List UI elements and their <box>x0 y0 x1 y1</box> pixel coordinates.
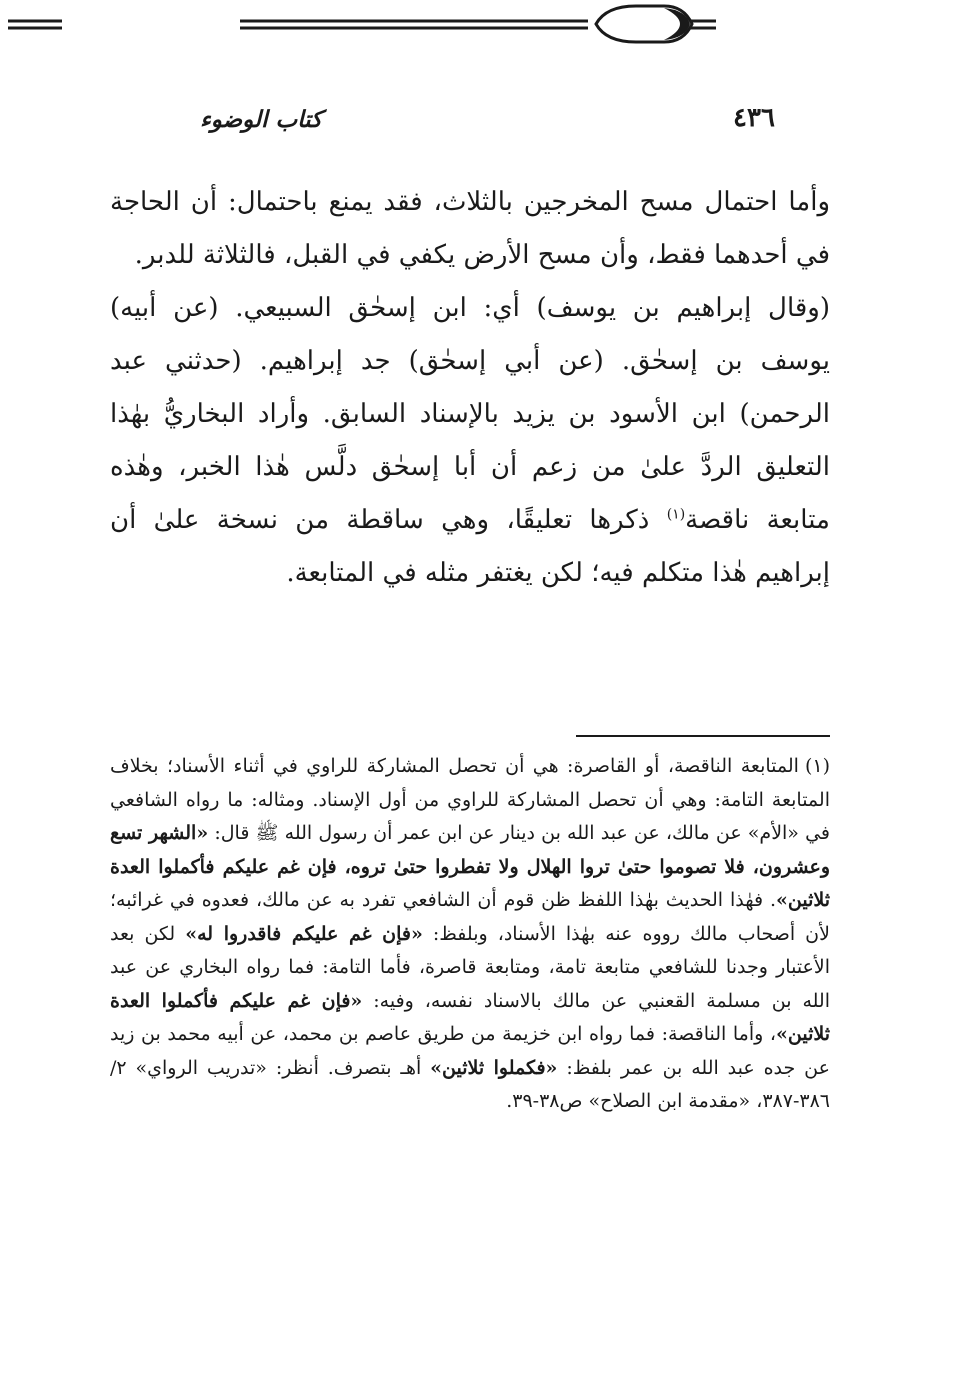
paragraph-2 <box>110 282 830 600</box>
footnote-number: (١) <box>804 755 830 777</box>
paragraph-1: وأما احتمال مسح المخرجين بالثلاث، فقد يمنع باحتمال: أن الحاجة في أحدهما فقط، وأن مسح الأرض يكفي في القبل، فالثلاثة للدبر. <box>110 187 830 270</box>
paragraph-2-text: (وقال إبراهيم بن يوسف) أي: ابن إسحٰق السبيعي. (عن أبيه) يوسف بن إسحٰق. (عن أبي إسحٰق) جد إبراهيم. (حدثني عبد الرحمن) ابن الأسود بن يزيد بالإسناد السابق. وأراد البخاريُّ بهٰذا التعليق الردَّ علىٰ من زعم أن أبا إسحٰق دلَّس هٰذا الخبر، وهٰذه متابعة ناقصة <box>110 293 830 535</box>
hadith-quote: «فكملوا ثلاثين» <box>430 1056 558 1079</box>
footnote-reference[interactable]: (١) <box>666 506 686 523</box>
footnote-text: أهـ بتصرف. أنظر: «تدريب الرواي» ٢/ ٣٨٦-٣٨٧، «مقدمة ابن الصلاح» ص٣٨-٣٩. <box>110 1056 830 1112</box>
main-text <box>110 176 830 600</box>
footnote-1 <box>110 750 830 1119</box>
footnote-text: . فهٰذا الحديث بهٰذا اللفظ ظن قوم أن الشافعي تفرد به عن مالك، فعدوه في غرائبه؛ لأن أصحاب مالك رووه عنه بهٰذا الأسناد، وبلفظ: <box>110 889 830 945</box>
footnote-text: ، وأما الناقصة: فما رواه ابن خزيمة من طريق عاصم بن محمد، عن أبيه محمد بن زيد عن جده عبد الله بن عمر بلفظ: <box>110 1023 830 1079</box>
page-number: ٤٣٦ <box>733 103 775 133</box>
footnote-text: المتابعة الناقصة، أو القاصرة: هي أن تحصل المشاركة للراوي في أثناء الأسناد؛ بخلاف المتابعة التامة: وهي أن تحصل المشاركة للراوي من أول الإسناد. ومثاله: ما رواه الشافعي في «الأم» عن مالك، عن عبد الله بن دينار عن ابن عمر أن رسول الله ﷺ قال: <box>110 755 830 844</box>
footnote-text: لكن بعد الأعتبار وجدنا للشافعي متابعة تامة، ومتابعة قاصرة، فأما التامة: فما رواه البخاري عن عبد الله بن مسلمة القعنبي عن مالك بالاسناد نفسه، وفيه: <box>110 922 830 1012</box>
paragraph-2-text-continued: ذكرها تعليقًا، وهي ساقطة من نسخة علىٰ أن إبراهيم هٰذا متكلم فيه؛ لكن يغتفر مثله في المتابعة. <box>110 505 830 588</box>
hadith-quote: «فإن غم عليكم فاقدروا له» <box>185 922 423 945</box>
hadith-quote: «فإن غم عليكم فأكملوا العدة ثلاثين» <box>110 989 830 1045</box>
header-ornament <box>0 0 718 50</box>
footnote-separator <box>576 735 830 737</box>
running-title: كتاب الوضوء <box>176 103 346 137</box>
hadith-quote: «الشهر تسع وعشرون، فلا تصوموا حتىٰ تروا الهلال ولا تفطروا حتىٰ تروه، فإن غم عليكم فأكملوا العدة ثلاثين» <box>110 822 830 911</box>
